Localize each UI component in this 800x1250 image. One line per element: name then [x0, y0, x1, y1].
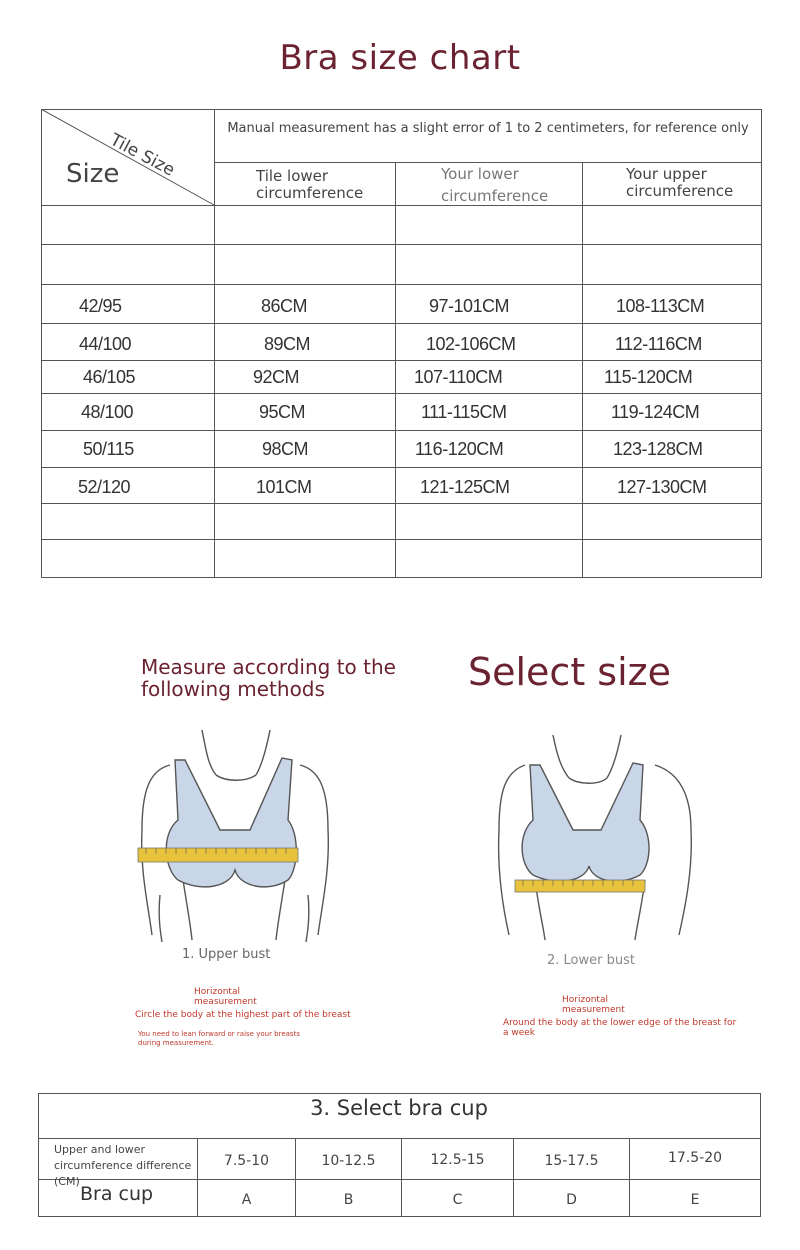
- cup-label: Bra cup: [80, 1183, 154, 1205]
- select-size-heading: Select size: [468, 650, 671, 694]
- table-cell: 108-113CM: [616, 296, 705, 316]
- header-tile-lower: Tile lower circumference: [256, 167, 364, 202]
- header-your-lower: Your lower circumference: [441, 165, 549, 205]
- lower-bust-illustration: [495, 730, 705, 955]
- table-cell: 111-115CM: [421, 402, 507, 422]
- measuring-tape: [138, 848, 298, 862]
- table-cell: 121-125CM: [420, 477, 510, 497]
- table-cell: 48/100: [81, 402, 134, 422]
- size-table-note: Manual measurement has a slight error of 1 to 2 centimeters, for reference only: [227, 121, 749, 136]
- cup-range: 10-12.5: [321, 1153, 376, 1169]
- upper-bust-note: You need to lean forward or raise your breasts during measurement.: [138, 1030, 300, 1047]
- table-cell: 116-120CM: [415, 439, 504, 459]
- diagonal-label-tile-size: Tile Size: [106, 130, 178, 181]
- lower-bust-desc: Around the body at the lower edge of the breast for a week: [503, 1018, 737, 1038]
- cup-letter: E: [690, 1192, 700, 1208]
- table-cell: 119-124CM: [611, 402, 700, 422]
- table-cell: 127-130CM: [617, 477, 707, 497]
- table-cell: 97-101CM: [429, 296, 510, 316]
- bra-shape: [522, 763, 649, 881]
- measure-heading: Measure according to the following methods: [141, 655, 396, 701]
- upper-bust-desc: Circle the body at the highest part of the breast: [135, 1010, 351, 1020]
- cup-letter: A: [241, 1192, 252, 1208]
- bra-shape: [166, 758, 296, 887]
- table-cell: 42/95: [79, 296, 122, 316]
- page-title: Bra size chart: [279, 38, 521, 78]
- table-cell: 46/105: [83, 367, 136, 387]
- table-cell: 112-116CM: [615, 334, 702, 354]
- cup-range: 7.5-10: [223, 1153, 270, 1169]
- table-cell: 92CM: [253, 367, 300, 387]
- cup-letter: C: [452, 1192, 463, 1208]
- upper-bust-label: Horizontal measurement: [194, 987, 257, 1007]
- table-cell: 123-128CM: [613, 439, 703, 459]
- upper-bust-illustration: [130, 720, 340, 950]
- table-cell: 44/100: [79, 334, 132, 354]
- cup-diff-label: Upper and lower circumference difference (CM): [54, 1143, 192, 1188]
- cup-range: 17.5-20: [667, 1150, 723, 1166]
- table-cell: 98CM: [262, 439, 309, 459]
- cup-letter: B: [343, 1192, 354, 1208]
- table-cell: 89CM: [264, 334, 311, 354]
- cup-range: 12.5-15: [430, 1152, 485, 1168]
- measuring-tape: [515, 880, 645, 892]
- table-cell: 86CM: [261, 296, 308, 316]
- header-your-upper: Your upper circumference: [626, 165, 734, 200]
- table-cell: 50/115: [83, 439, 134, 459]
- table-cell: 107-110CM: [414, 367, 503, 387]
- table-cell: 95CM: [259, 402, 306, 422]
- lower-bust-label: Horizontal measurement: [562, 995, 625, 1015]
- table-cell: 101CM: [256, 477, 312, 497]
- upper-bust-caption: 1. Upper bust: [182, 947, 271, 962]
- table-cell: 115-120CM: [604, 367, 693, 387]
- diagonal-label-size: Size: [66, 159, 120, 189]
- cup-range: 15-17.5: [544, 1153, 599, 1169]
- cup-letter: D: [566, 1192, 577, 1208]
- table-cell: 102-106CM: [426, 334, 516, 354]
- cup-table-title: 3. Select bra cup: [310, 1096, 488, 1120]
- table-cell: 52/120: [78, 477, 131, 497]
- lower-bust-caption: 2. Lower bust: [547, 953, 635, 968]
